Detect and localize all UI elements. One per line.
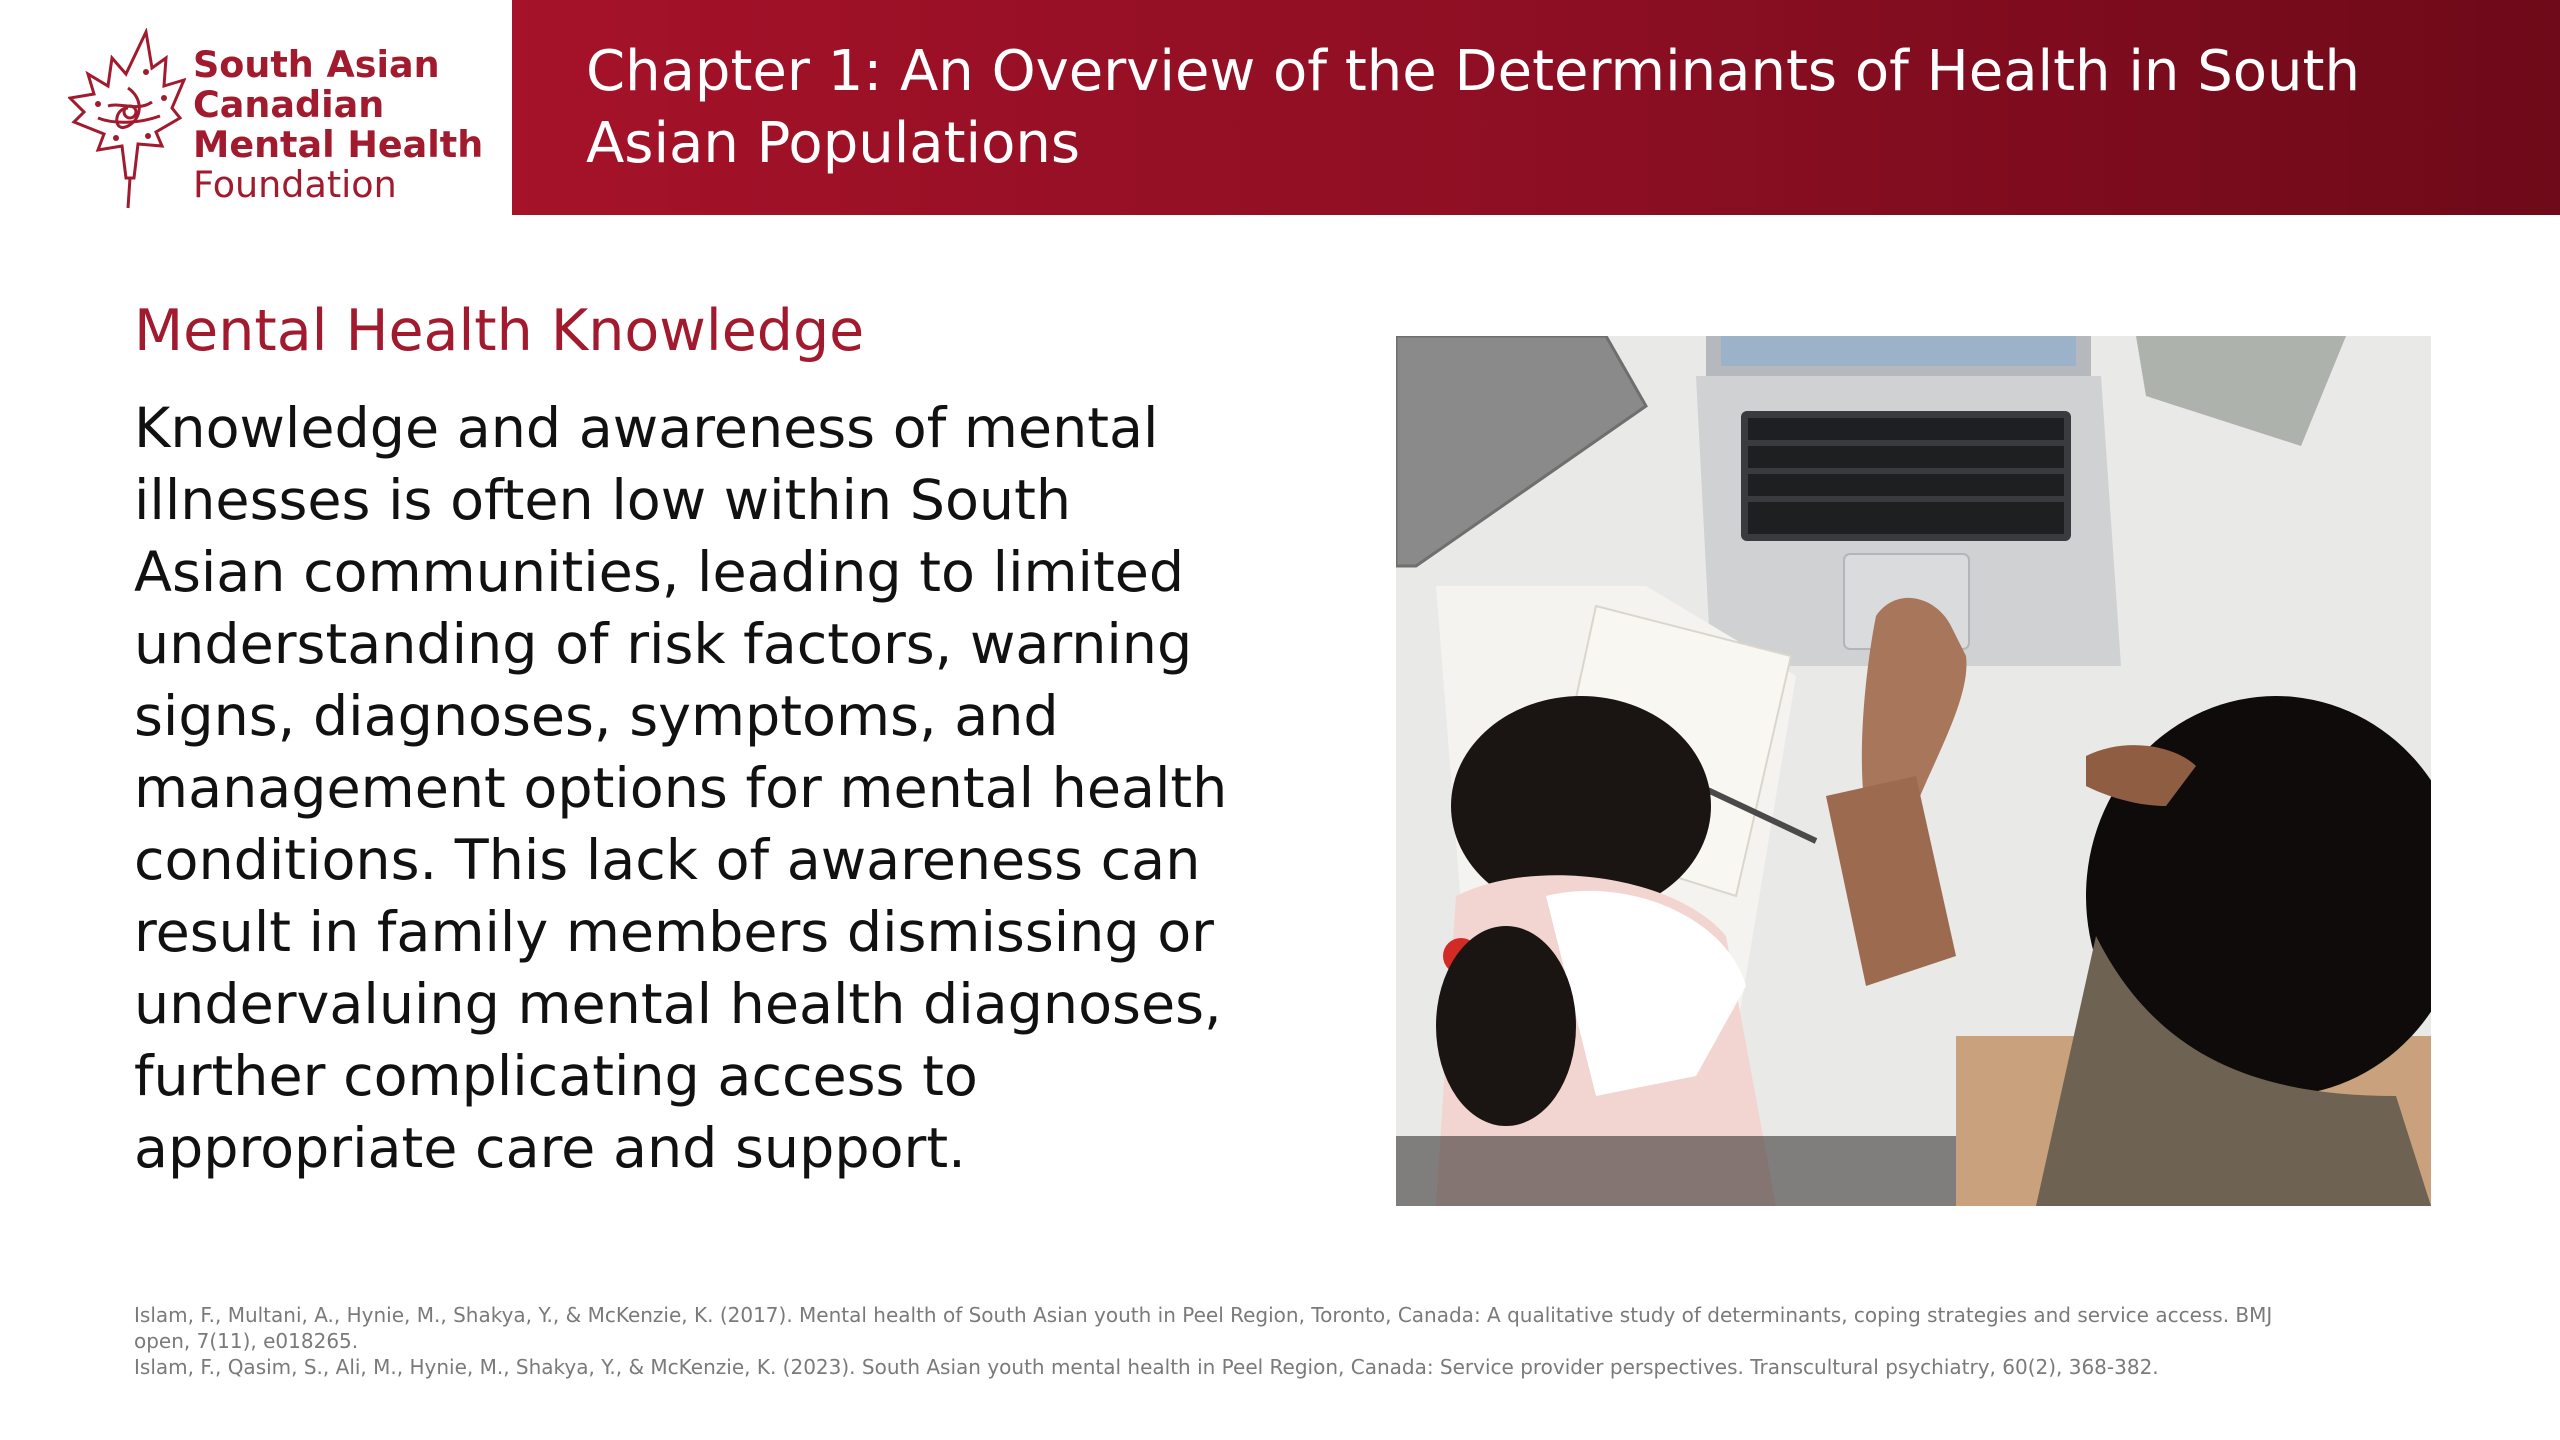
body-line: illnesses is often low within South: [134, 468, 1072, 533]
maple-leaf-logo-icon: [68, 28, 186, 214]
logo-line-4: Foundation: [193, 163, 397, 206]
logo: [0, 0, 512, 215]
page-title: [586, 36, 2386, 180]
page-title-line-2: Asian Populations: [586, 111, 1081, 176]
body-paragraph: [134, 393, 1294, 1185]
body-line: conditions. This lack of awareness can: [134, 828, 1201, 893]
body-line: undervaluing mental health diagnoses,: [134, 972, 1222, 1037]
page-title-line-1: Chapter 1: An Overview of the Determinants of Health in South: [586, 39, 2360, 104]
reference-line: open, 7(11), e018265.: [134, 1329, 359, 1353]
body-line: Knowledge and awareness of mental: [134, 396, 1159, 461]
header-bar: [512, 0, 2560, 215]
references: [134, 1302, 2434, 1380]
body-line: Asian communities, leading to limited: [134, 540, 1185, 605]
body-line: further complicating access to: [134, 1044, 978, 1109]
reference-line: Islam, F., Multani, A., Hynie, M., Shakya, Y., & McKenzie, K. (2017). Mental health of South Asian youth in Peel Region, Toronto, Canada: A qualitative study of determinants, coping strategies and service access. BMJ: [134, 1303, 2273, 1327]
logo-line-1: South Asian: [193, 43, 440, 86]
body-line: appropriate care and support.: [134, 1116, 966, 1181]
logo-line-2: Canadian: [193, 83, 385, 126]
body-line: signs, diagnoses, symptoms, and: [134, 684, 1059, 749]
section-heading: Mental Health Knowledge: [134, 298, 865, 364]
photo-people-at-laptop: [1396, 336, 2431, 1206]
body-line: understanding of risk factors, warning: [134, 612, 1193, 677]
logo-wordmark: [193, 45, 483, 205]
body-line: management options for mental health: [134, 756, 1228, 821]
reference-line: Islam, F., Qasim, S., Ali, M., Hynie, M., Shakya, Y., & McKenzie, K. (2023). South Asian youth mental health in Peel Region, Canada: Service provider perspectives. Transcultural psychiatry, 60(2), 368-382.: [134, 1355, 2159, 1379]
logo-line-3: Mental Health: [193, 123, 484, 166]
body-line: result in family members dismissing or: [134, 900, 1214, 965]
